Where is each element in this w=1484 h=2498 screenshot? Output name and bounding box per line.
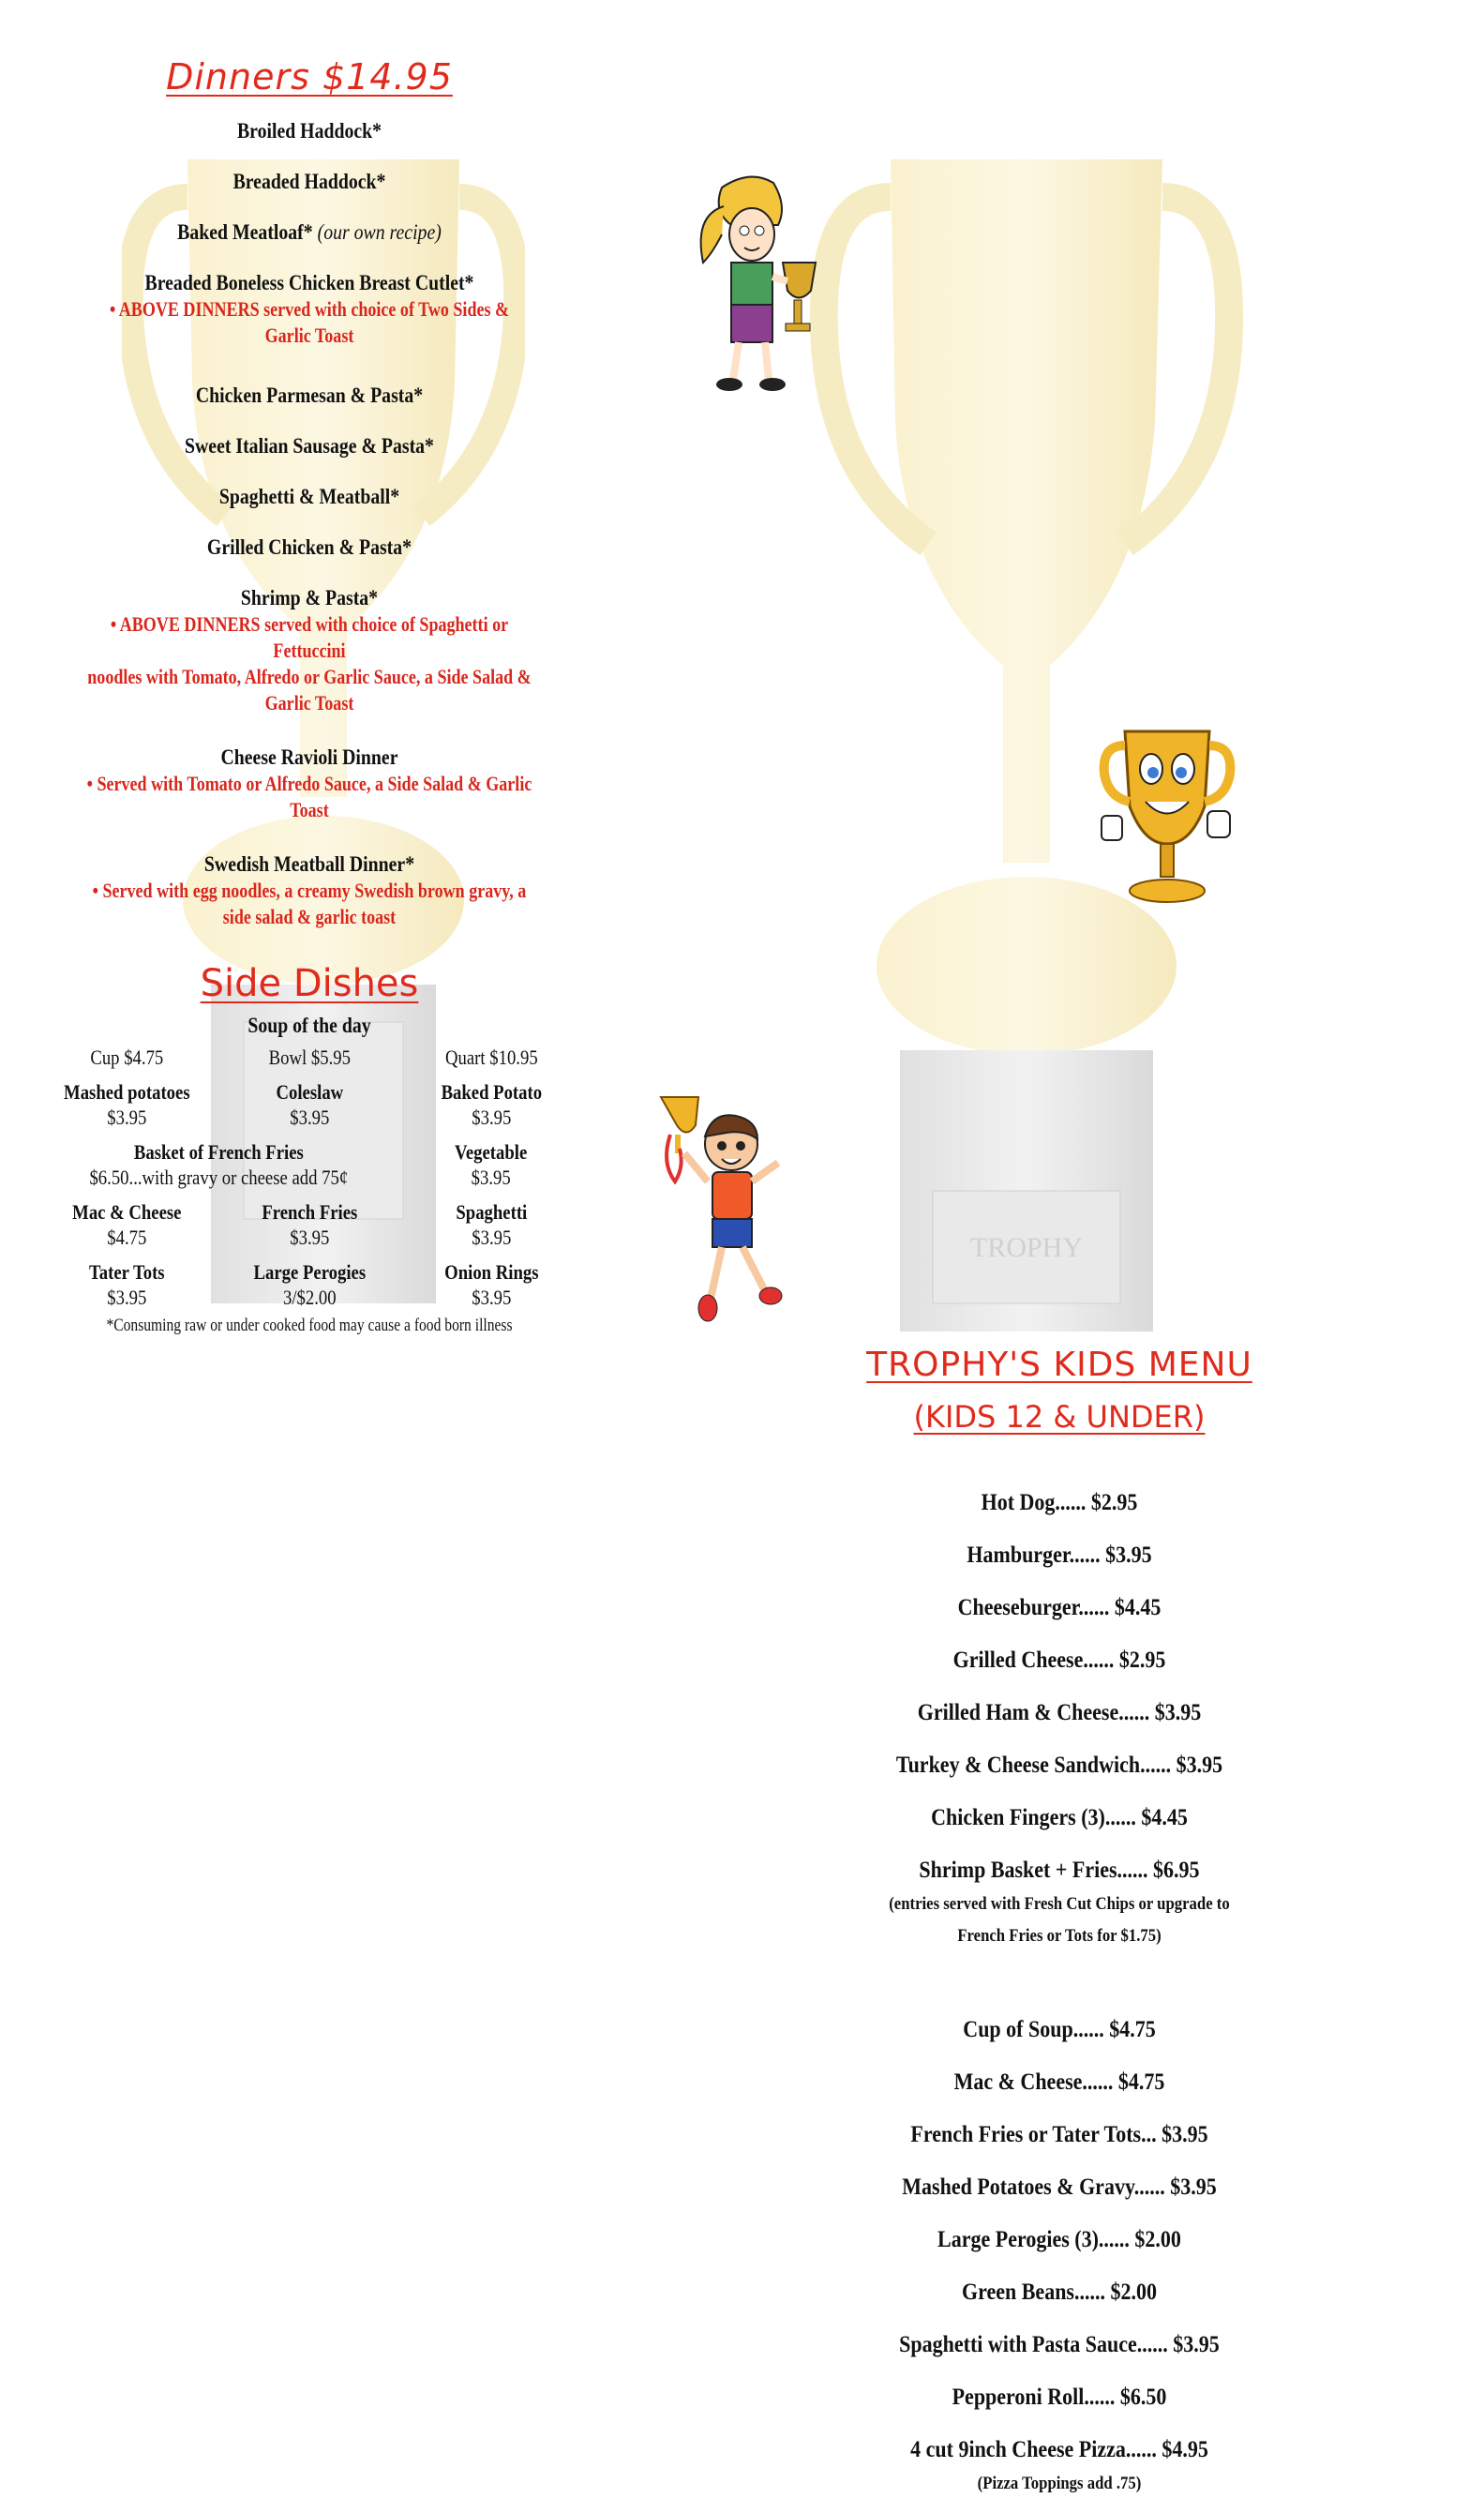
sides-row xyxy=(37,1079,581,1130)
dinner-item: Breaded Haddock* xyxy=(232,170,386,193)
dinner-note-line: side salad & garlic toast xyxy=(222,905,397,928)
kids-item: Cheeseburger...... $4.45 xyxy=(957,1595,1162,1620)
side-item xyxy=(413,1139,567,1190)
soup-cup: Cup $4.75 xyxy=(90,1046,164,1069)
dinner-item: Sweet Italian Sausage & Pasta* xyxy=(185,434,434,458)
kids-item: Chicken Fingers (3)...... $4.45 xyxy=(931,1805,1188,1830)
trophy-plaque-text: TROPHY xyxy=(969,1232,1084,1263)
side-item xyxy=(233,1259,385,1310)
side-item xyxy=(51,1199,202,1250)
smiling-trophy-clipart xyxy=(1097,713,1237,919)
soup-quart: Quart $10.95 xyxy=(445,1046,538,1069)
kids-item: Turkey & Cheese Sandwich...... $3.95 xyxy=(895,1753,1223,1778)
kids-entries-note-line: (entries served with Fresh Cut Chips or upgrade to xyxy=(889,1894,1230,1914)
kids-item: Mashed Potatoes & Gravy...... $3.95 xyxy=(902,2174,1217,2200)
soup-prices xyxy=(37,1045,581,1070)
side-name: Mac & Cheese xyxy=(72,1200,182,1224)
kids-entries-note-line: French Fries or Tots for $1.75) xyxy=(957,1926,1162,1946)
dinner-note-line: • ABOVE DINNERS served with choice of Spaghetti or Fettuccini xyxy=(110,612,509,662)
kids-item: Hamburger...... $3.95 xyxy=(967,1542,1152,1568)
dinners-column xyxy=(37,56,581,1336)
side-price: $3.95 xyxy=(289,1226,330,1249)
sides-row xyxy=(37,1199,581,1250)
side-name: Coleslaw xyxy=(276,1080,343,1104)
kids-item: Shrimp Basket + Fries...... $6.95 xyxy=(919,1858,1200,1883)
girl-with-trophy-clipart xyxy=(684,169,825,403)
sides-row xyxy=(37,1259,581,1310)
kids-item: 4 cut 9inch Cheese Pizza...... $4.95 xyxy=(910,2437,1208,2462)
side-price: $3.95 xyxy=(107,1286,147,1309)
dinner-item-meatloaf xyxy=(76,219,544,246)
soup-title: Soup of the day xyxy=(247,1014,371,1037)
side-item xyxy=(51,1259,202,1310)
side-item xyxy=(416,1079,568,1130)
dinners-title: Dinners $14.95 xyxy=(166,56,453,98)
side-price: $3.95 xyxy=(472,1226,512,1249)
side-name: Baked Potato xyxy=(441,1080,543,1104)
side-name: Vegetable xyxy=(454,1140,527,1164)
food-disclaimer: *Consuming raw or under cooked food may cause a food born illness xyxy=(106,1316,513,1335)
side-name: French Fries xyxy=(262,1200,357,1224)
side-name: Basket of French Fries xyxy=(133,1140,304,1164)
side-price: $3.95 xyxy=(472,1286,512,1309)
dinner-note-line: Garlic Toast xyxy=(264,691,354,715)
dinner-item-name: Baked Meatloaf* xyxy=(177,220,313,244)
kids-item: French Fries or Tater Tots... $3.95 xyxy=(910,2122,1208,2147)
dinner-item: Swedish Meatball Dinner* xyxy=(203,852,415,876)
kids-item: Grilled Ham & Cheese...... $3.95 xyxy=(917,1700,1202,1725)
dinner-item: Broiled Haddock* xyxy=(236,119,382,143)
side-item xyxy=(51,1079,202,1130)
kids-menu-subtitle: (KIDS 12 & UNDER) xyxy=(913,1399,1206,1435)
side-price: $3.95 xyxy=(471,1166,511,1189)
side-price: 3/$2.00 xyxy=(282,1286,337,1309)
side-price: $6.50...with gravy or cheese add 75¢ xyxy=(89,1166,349,1189)
kids-item: Grilled Cheese...... $2.95 xyxy=(952,1648,1166,1673)
dinner-note: • Served with Tomato or Alfredo Sauce, a Side Salad & Garlic Toast xyxy=(86,772,532,821)
dinner-item: Cheese Ravioli Dinner xyxy=(220,745,398,769)
dinner-item-note: (our own recipe) xyxy=(317,220,442,244)
side-name: Mashed potatoes xyxy=(64,1080,190,1104)
side-price: $3.95 xyxy=(472,1106,512,1129)
pizza-toppings-note: (Pizza Toppings add .75) xyxy=(977,2474,1142,2493)
dinner-note-line: noodles with Tomato, Alfredo or Garlic Sauce, a Side Salad & xyxy=(87,665,532,688)
kids-item: Large Perogies (3)...... $2.00 xyxy=(937,2227,1181,2252)
side-name: Tater Tots xyxy=(89,1260,165,1284)
dinner-note-line: • Served with egg noodles, a creamy Swedish brown gravy, a xyxy=(92,879,527,902)
side-dishes-title: Side Dishes xyxy=(200,962,419,1005)
side-item xyxy=(416,1259,568,1310)
dinner-item: Spaghetti & Meatball* xyxy=(218,485,400,508)
side-price: $4.75 xyxy=(107,1226,147,1249)
soup-bowl: Bowl $5.95 xyxy=(268,1046,351,1069)
sides-row xyxy=(37,1139,581,1190)
side-name: Large Perogies xyxy=(253,1260,366,1284)
kids-item: Green Beans...... $2.00 xyxy=(962,2280,1157,2305)
dinner-note: • ABOVE DINNERS served with choice of Two Sides & Garlic Toast xyxy=(109,297,510,347)
side-item xyxy=(65,1139,373,1190)
dinner-item: Shrimp & Pasta* xyxy=(240,586,379,609)
kids-menu-column xyxy=(694,1346,1425,2498)
side-item xyxy=(416,1199,568,1250)
kids-item: Pepperoni Roll...... $6.50 xyxy=(952,2385,1167,2410)
side-name: Onion Rings xyxy=(444,1260,539,1284)
kids-item: Spaghetti with Pasta Sauce...... $3.95 xyxy=(899,2332,1220,2357)
side-item xyxy=(233,1199,385,1250)
side-name: Spaghetti xyxy=(456,1200,528,1224)
kids-item: Hot Dog...... $2.95 xyxy=(981,1490,1138,1515)
kids-menu-title: TROPHY'S KIDS MENU xyxy=(866,1346,1252,1384)
dinner-item: Grilled Chicken & Pasta* xyxy=(206,535,412,559)
side-price: $3.95 xyxy=(289,1106,330,1129)
dinner-item: Chicken Parmesan & Pasta* xyxy=(195,384,424,407)
kids-item: Cup of Soup...... $4.75 xyxy=(963,2017,1156,2042)
dinner-item: Breaded Boneless Chicken Breast Cutlet* xyxy=(144,271,474,294)
kids-item: Mac & Cheese...... $4.75 xyxy=(953,2069,1165,2095)
side-item xyxy=(233,1079,385,1130)
boy-with-trophy-clipart xyxy=(656,1078,797,1341)
side-price: $3.95 xyxy=(107,1106,147,1129)
